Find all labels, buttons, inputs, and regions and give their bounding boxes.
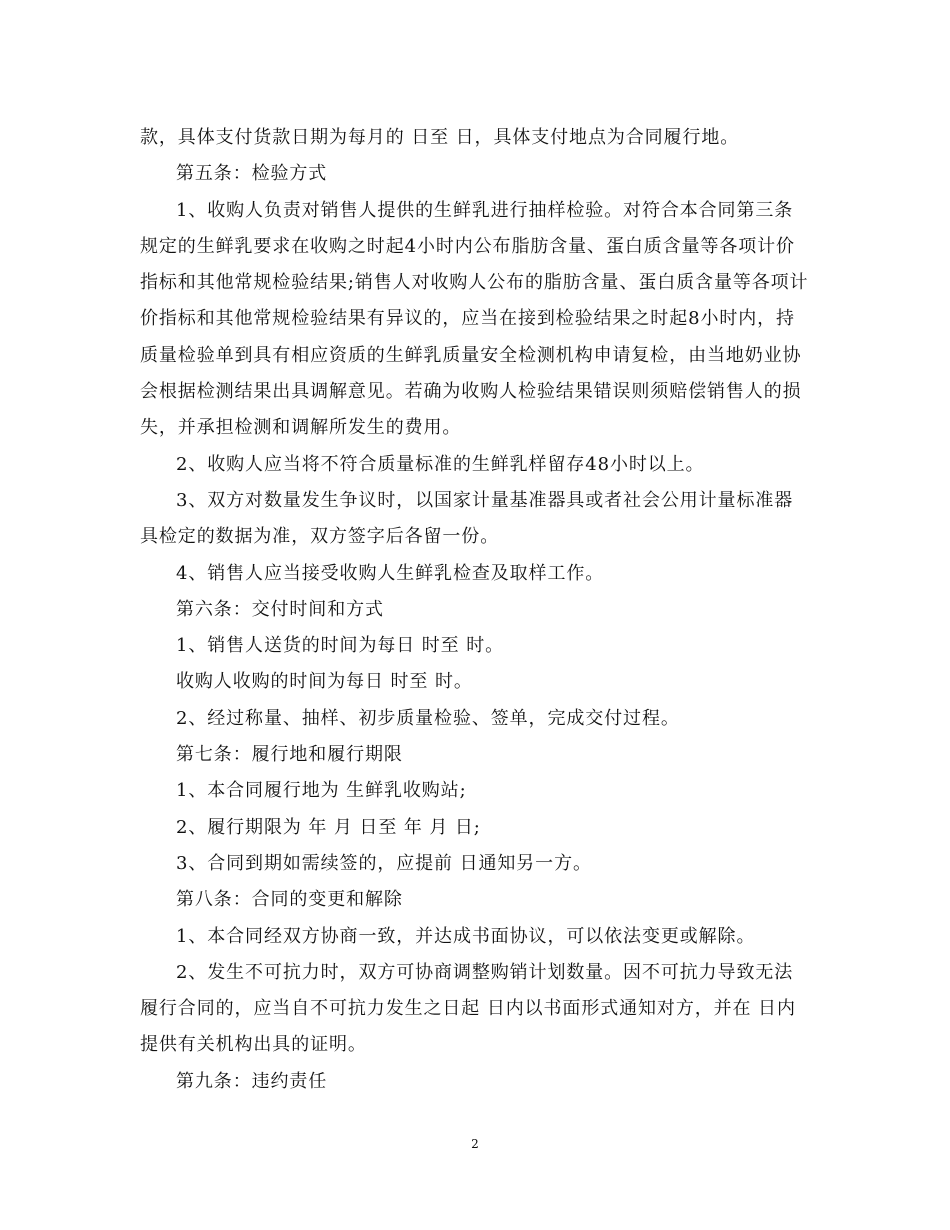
page-number: 2 bbox=[471, 1137, 479, 1151]
document-body bbox=[140, 120, 810, 1100]
paragraph-modification-1: 1、本合同经双方协商一致，并达成书面协议，可以依法变更或解除。 bbox=[176, 925, 756, 947]
paragraph-inspection-3: 3、双方对数量发生争议时，以国家计量基准器具或者社会公用计量标准器具检定的数据为准，双方签字后各留一份。 bbox=[140, 489, 794, 548]
heading-article-6: 第六条：交付时间和方式 bbox=[176, 598, 384, 620]
paragraph-performance-1: 1、本合同履行地为 生鲜乳收购站; bbox=[176, 780, 467, 802]
paragraph-delivery-2: 2、经过称量、抽样、初步质量检验、签单，完成交付过程。 bbox=[176, 707, 680, 729]
paragraph-inspection-4: 4、销售人应当接受收购人生鲜乳检查及取样工作。 bbox=[176, 562, 605, 584]
heading-article-5: 第五条：检验方式 bbox=[176, 163, 328, 185]
paragraph-delivery-collection-time: 收购人收购的时间为每日 时至 时。 bbox=[176, 671, 473, 693]
paragraph-performance-3: 3、合同到期如需续签的，应提前 日通知另一方。 bbox=[176, 852, 592, 874]
paragraph-inspection-2: 2、收购人应当将不符合质量标准的生鲜乳样留存48小时以上。 bbox=[176, 453, 705, 475]
paragraph-inspection-1: 1、收购人负责对销售人提供的生鲜乳进行抽样检验。对符合本合同第三条规定的生鲜乳要求在收购之时起4小时内公布脂肪含量、蛋白质含量等各项计价指标和其他常规检验结果;销售人对收购人公布的脂肪含量、蛋白质含量等各项计价指标和其他常规检验结果有异议的，应当在接到检验结果之时起8小时内，持质量检验单到具有相应资质的生鲜乳质量安全检测机构申请复检，由当地奶业协会根据检测结果出具调解意见。若确为收购人检验结果错误则须赔偿销售人的损失，并承担检测和调解所发生的费用。 bbox=[140, 199, 809, 439]
heading-article-9: 第九条：违约责任 bbox=[176, 1070, 328, 1092]
paragraph-modification-2: 2、发生不可抗力时，双方可协商调整购销计划数量。因不可抗力导致无法履行合同的，应当自不可抗力发生之日起 日内以书面形式通知对方，并在 日内提供有关机构出具的证明。 bbox=[140, 961, 796, 1056]
paragraph-delivery-1: 1、销售人送货的时间为每日 时至 时。 bbox=[176, 635, 504, 657]
paragraph-payment-date: 款，具体支付货款日期为每月的 日至 日，具体支付地点为合同履行地。 bbox=[140, 127, 740, 148]
heading-article-7: 第七条：履行地和履行期限 bbox=[176, 744, 403, 766]
heading-article-8: 第八条：合同的变更和解除 bbox=[176, 889, 403, 911]
paragraph-performance-2: 2、履行期限为 年 月 日至 年 月 日; bbox=[176, 816, 481, 838]
